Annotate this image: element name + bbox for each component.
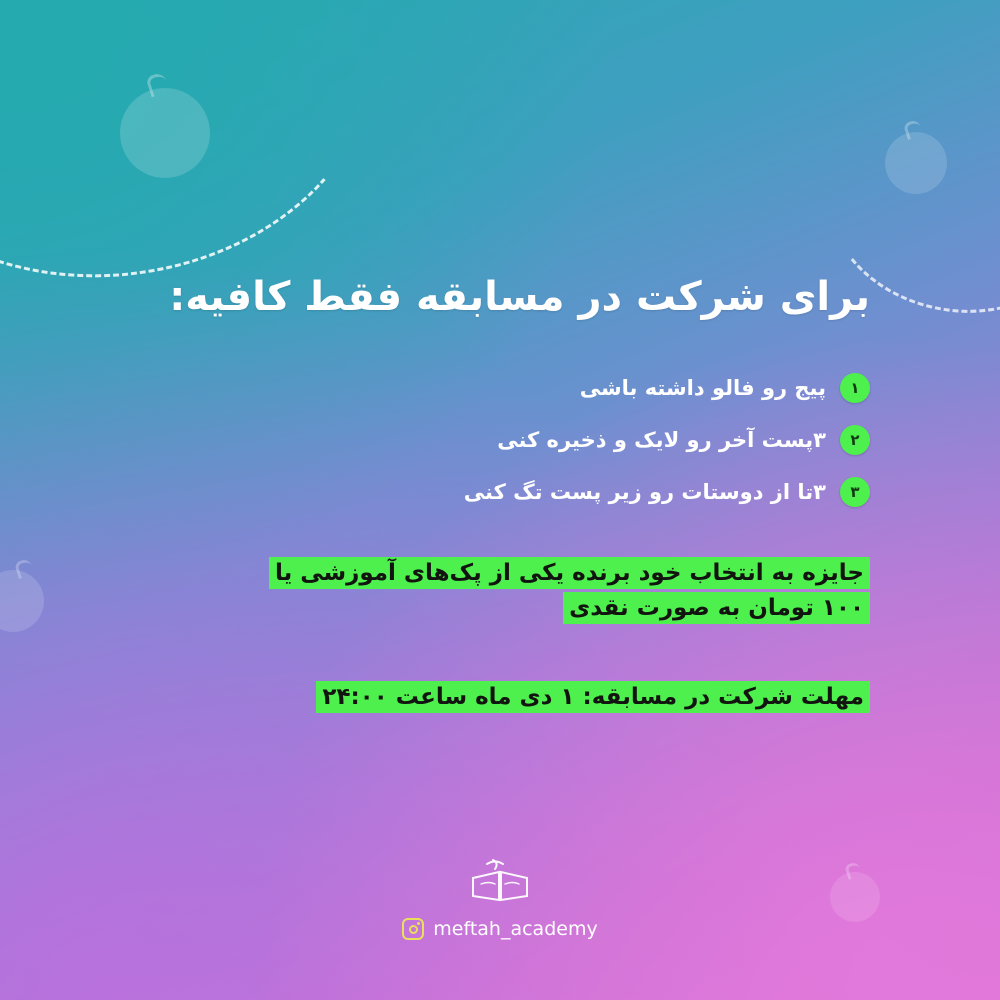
step-text: پیج رو فالو داشته باشی: [579, 376, 826, 400]
step-number-badge: ۲: [840, 425, 870, 455]
pomegranate-icon-2: [885, 132, 947, 194]
pomegranate-icon-3: [0, 570, 44, 632]
list-item: [130, 466, 870, 518]
step-text: ۳تا از دوستات رو زیر پست تگ کنی: [463, 480, 826, 504]
step-text: ۳پست آخر رو لایک و ذخیره کنی: [497, 428, 826, 452]
footer: [0, 858, 1000, 940]
pomegranate-icon-1: [120, 88, 210, 178]
prize-block: [130, 556, 870, 626]
list-item: [130, 414, 870, 466]
deadline-text: مهلت شرکت در مسابقه: ۱ دی ماه ساعت ۲۴:۰۰: [316, 681, 870, 713]
prize-line-2: ۱۰۰ تومان به صورت نقدی: [563, 592, 870, 624]
step-number-badge: ۱: [840, 373, 870, 403]
prize-line-1: جایزه به انتخاب خود برنده یکی از پک‌های آموزشی یا: [269, 557, 870, 589]
instagram-handle-row[interactable]: [402, 918, 597, 940]
instagram-icon: [402, 918, 424, 940]
deadline-block: [130, 684, 870, 710]
list-item: [130, 362, 870, 414]
page-title: برای شرکت در مسابقه فقط کافیه:: [169, 274, 870, 320]
instagram-handle: meftah_academy: [433, 918, 598, 940]
meftah-book-logo-icon: [469, 858, 531, 904]
step-number-badge: ۳: [840, 477, 870, 507]
steps-list: [130, 362, 870, 518]
